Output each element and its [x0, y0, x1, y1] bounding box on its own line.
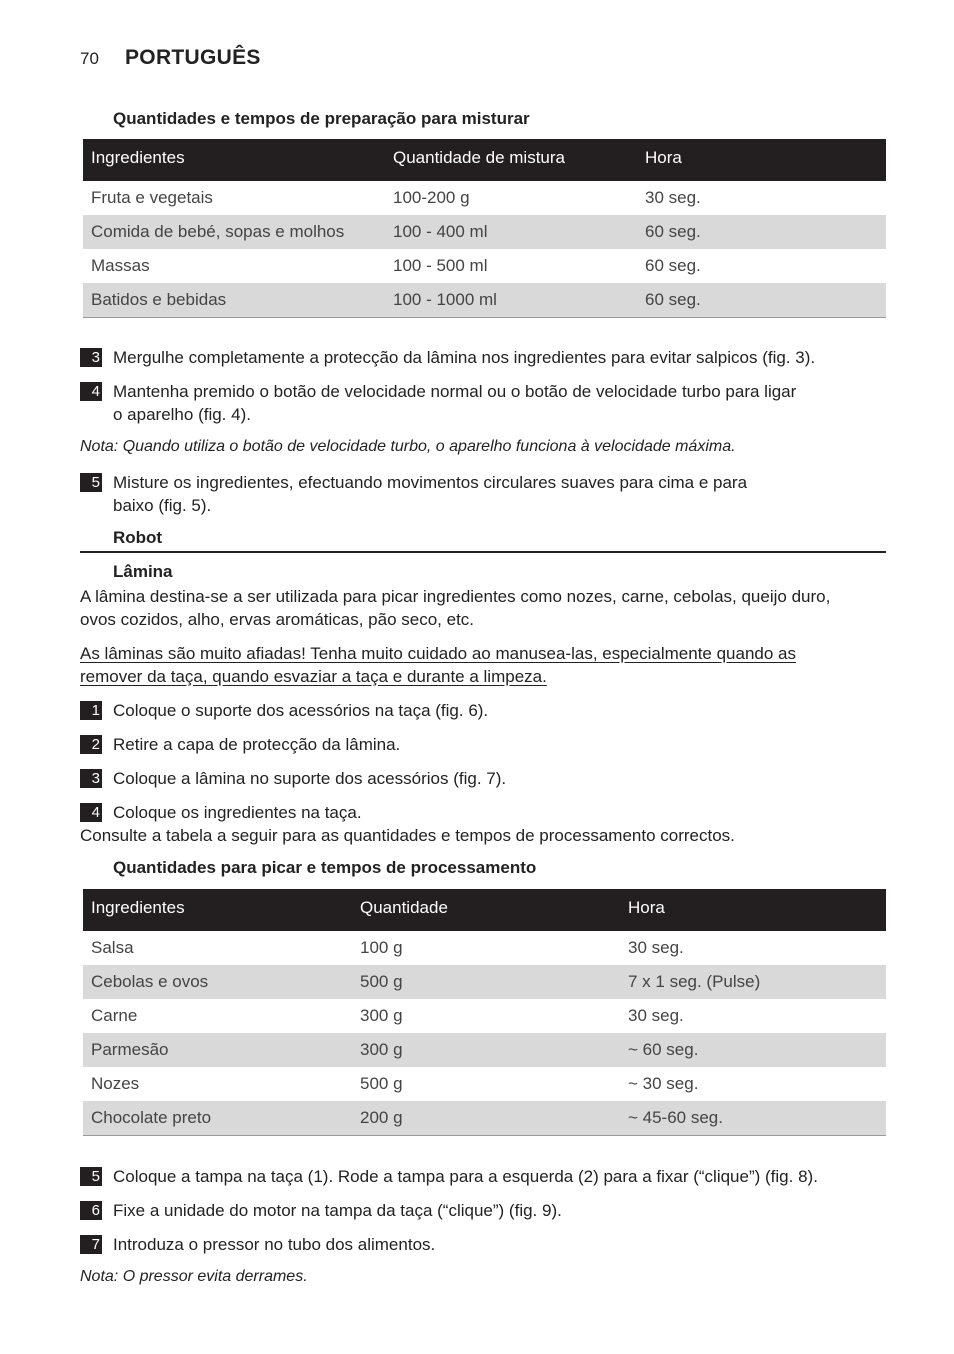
table-row — [83, 999, 886, 1033]
table-cell: 100 - 1000 ml — [393, 290, 497, 309]
table-cell: 7 x 1 seg. (Pulse) — [628, 972, 761, 991]
table-cell: 60 seg. — [645, 256, 701, 275]
robot-heading: Robot — [113, 528, 163, 547]
table-cell: Chocolate preto — [91, 1108, 212, 1127]
warning-text — [80, 642, 880, 688]
table-cell: 100-200 g — [393, 188, 470, 207]
table-row — [83, 249, 886, 283]
table-row — [83, 1033, 886, 1067]
table-cell: 100 - 500 ml — [393, 256, 488, 275]
step-number: 5 — [80, 473, 102, 492]
step-text: Fixe a unidade do motor na tampa da taça (“clique”) (fig. 9). — [113, 1201, 562, 1220]
step-text: Coloque os ingredientes na taça. — [113, 803, 362, 822]
page-number: 70 — [80, 49, 99, 68]
step-text — [113, 471, 894, 517]
table-row — [83, 965, 886, 999]
step-text: Introduza o pressor no tubo dos alimentos. — [113, 1235, 436, 1254]
step-text-line: o aparelho (fig. 4). — [113, 405, 251, 424]
lamina-description — [80, 585, 880, 631]
step-item — [80, 1165, 894, 1188]
chop-table-title: Quantidades para picar e tempos de processamento — [113, 858, 537, 877]
step-text: Retire a capa de protecção da lâmina. — [113, 735, 401, 754]
step-number: 4 — [80, 803, 102, 822]
table-cell: 300 g — [360, 1040, 403, 1059]
step-item — [80, 346, 894, 369]
mix-table — [83, 139, 886, 318]
section-divider — [80, 551, 886, 553]
step-number: 3 — [80, 769, 102, 788]
step-text — [113, 380, 894, 426]
table-cell: 500 g — [360, 1074, 403, 1093]
step-item — [80, 1233, 894, 1256]
step-item — [80, 380, 894, 424]
table-cell: 60 seg. — [645, 290, 701, 309]
step-text: Mergulhe completamente a protecção da lâmina nos ingredientes para evitar salpicos (fig. 3). — [113, 348, 816, 367]
table-cell: 100 - 400 ml — [393, 222, 488, 241]
table-cell: Batidos e bebidas — [91, 290, 227, 309]
step-number: 2 — [80, 735, 102, 754]
table-row — [83, 181, 886, 215]
table-cell: Parmesão — [91, 1040, 169, 1059]
step-number: 5 — [80, 1167, 102, 1186]
table-cell: Salsa — [91, 938, 134, 957]
table-cell: Cebolas e ovos — [91, 972, 209, 991]
column-header: Quantidade de mistura — [393, 148, 565, 167]
mix-table-title: Quantidades e tempos de preparação para misturar — [113, 109, 530, 128]
table-cell: ~ 45-60 seg. — [628, 1108, 723, 1127]
table-row — [83, 931, 886, 965]
step-number: 3 — [80, 348, 102, 367]
consult-text: Consulte a tabela a seguir para as quantidades e tempos de processamento correctos. — [80, 826, 735, 845]
paragraph-line: ovos cozidos, alho, ervas aromáticas, pão seco, etc. — [80, 610, 475, 629]
step-text: Coloque a tampa na taça (1). Rode a tampa para a esquerda (2) para a fixar (“clique”) (fig. 8). — [113, 1167, 818, 1186]
table-cell: ~ 60 seg. — [628, 1040, 699, 1059]
step-item — [80, 1199, 894, 1222]
table-row — [83, 283, 886, 318]
warning-line: remover da taça, quando esvaziar a taça e durante a limpeza. — [80, 667, 547, 686]
step-text: Coloque o suporte dos acessórios na taça (fig. 6). — [113, 701, 489, 720]
step-item — [80, 767, 894, 790]
step-number: 7 — [80, 1235, 102, 1254]
table-cell: Massas — [91, 256, 150, 275]
table-cell: 500 g — [360, 972, 403, 991]
table-cell: 60 seg. — [645, 222, 701, 241]
table-row — [83, 1101, 886, 1136]
step-item — [80, 699, 894, 722]
table-cell: Carne — [91, 1006, 138, 1025]
table-row — [83, 215, 886, 249]
step-number: 1 — [80, 701, 102, 720]
lamina-heading: Lâmina — [113, 562, 173, 581]
paragraph-line: A lâmina destina-se a ser utilizada para picar ingredientes como nozes, carne, cebolas, queijo duro, — [80, 587, 831, 606]
column-header: Ingredientes — [91, 148, 185, 167]
table-cell: 30 seg. — [628, 938, 684, 957]
chop-table — [83, 889, 886, 1136]
step-number: 6 — [80, 1201, 102, 1220]
column-header: Hora — [628, 898, 665, 917]
note-text: Nota: O pressor evita derrames. — [80, 1268, 308, 1285]
step-item — [80, 471, 894, 515]
step-text-line: Misture os ingredientes, efectuando movimentos circulares suaves para cima e para — [113, 473, 748, 492]
step-text-line: baixo (fig. 5). — [113, 496, 212, 515]
column-header: Quantidade — [360, 898, 448, 917]
table-cell: Fruta e vegetais — [91, 188, 213, 207]
table-cell: 30 seg. — [645, 188, 701, 207]
mix-table-header — [83, 139, 886, 181]
step-text-line: Mantenha premido o botão de velocidade normal ou o botão de velocidade turbo para ligar — [113, 382, 797, 401]
table-cell: ~ 30 seg. — [628, 1074, 699, 1093]
step-item — [80, 801, 894, 824]
table-cell: 200 g — [360, 1108, 403, 1127]
note-text: Nota: Quando utiliza o botão de velocidade turbo, o aparelho funciona à velocidade máxima. — [80, 438, 736, 455]
chop-table-header — [83, 889, 886, 931]
column-header: Ingredientes — [91, 898, 185, 917]
table-cell: 100 g — [360, 938, 403, 957]
step-number: 4 — [80, 382, 102, 401]
warning-line: As lâminas são muito afiadas! Tenha muito cuidado ao manusea-las, especialmente quando as — [80, 644, 797, 663]
step-text: Coloque a lâmina no suporte dos acessórios (fig. 7). — [113, 769, 507, 788]
table-cell: Comida de bebé, sopas e molhos — [91, 222, 345, 241]
column-header: Hora — [645, 148, 682, 167]
table-row — [83, 1067, 886, 1101]
table-cell: 30 seg. — [628, 1006, 684, 1025]
table-cell: 300 g — [360, 1006, 403, 1025]
language-heading: PORTUGUÊS — [125, 46, 261, 69]
table-cell: Nozes — [91, 1074, 140, 1093]
step-item — [80, 733, 894, 756]
